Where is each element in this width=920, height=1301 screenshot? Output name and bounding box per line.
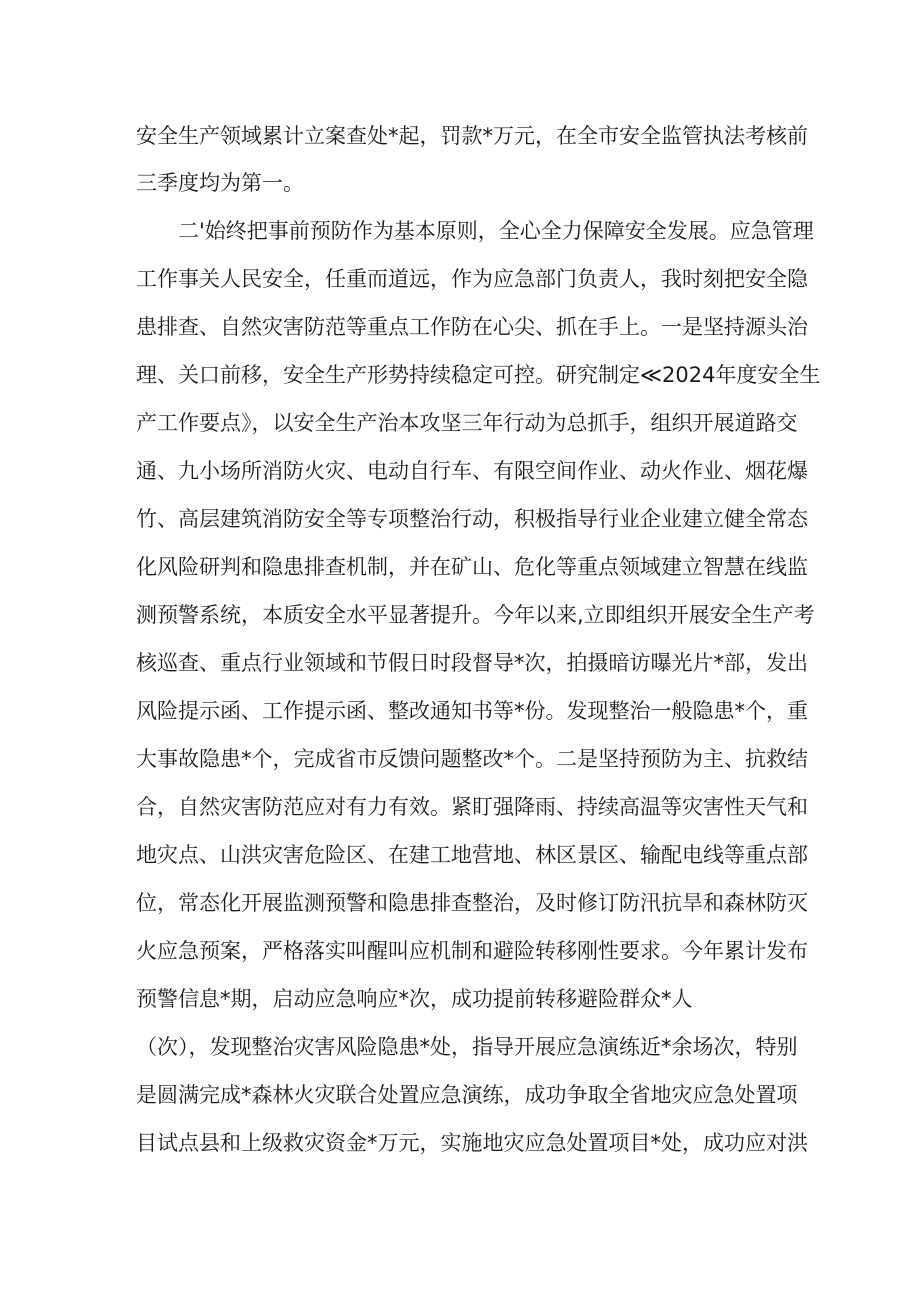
text-line: 核巡查、重点行业领域和节假日时段督导*次，拍摄暗访曝光片*部，发出 [136, 651, 808, 675]
text-line: 工作事关人民安全，任重而道远，作为应急部门负责人，我时刻把安全隐 [136, 267, 808, 291]
text-line: 位，常态化开展监测预警和隐患排查整治，及时修订防汛抗旱和森林防灭 [136, 891, 808, 915]
text-line: 合，自然灾害防范应对有力有效。紧盯强降雨、持续高温等灾害性天气和 [136, 795, 808, 819]
paragraph-start-line: 二'始终把事前预防作为基本原则，全心全力保障安全发展。应急管理 [178, 219, 814, 243]
text-line: 目试点县和上级救灾资金*万元，实施地灾应急处置项目*处，成功应对洪 [136, 1131, 808, 1155]
text-line: 三季度均为第一。 [136, 171, 304, 195]
text-line: 患排查、自然灾害防范等重点工作防在心尖、抓在手上。一是坚持源头治 [136, 315, 808, 339]
text-line: 通、九小场所消防火灾、电动自行车、有限空间作业、动火作业、烟花爆 [136, 459, 808, 483]
text-line: 化风险研判和隐患排查机制，并在矿山、危化等重点领域建立智慧在线监 [136, 555, 808, 579]
text-line: 预警信息*期，启动应急响应*次，成功提前转移避险群众*人 [136, 987, 693, 1011]
text-line: 理、关口前移，安全生产形势持续稳定可控。研究制定≪2024年度安全生 [136, 363, 821, 387]
text-line: 风险提示函、工作提示函、整改通知书等*份。发现整治一般隐患*个，重 [136, 699, 808, 723]
text-line: 安全生产领域累计立案查处*起，罚款*万元，在全市安全监管执法考核前 [136, 124, 808, 148]
text-line: （次），发现整治灾害风险隐患*处，指导开展应急演练近*余场次，特别 [136, 1035, 798, 1059]
text-line: 是圆满完成*森林火灾联合处置应急演练，成功争取全省地灾应急处置项 [136, 1083, 798, 1107]
text-line: 测预警系统，本质安全水平显著提升。今年以来,立即组织开展安全生产考 [136, 603, 815, 627]
text-line: 地灾点、山洪灾害危险区、在建工地营地、林区景区、输配电线等重点部 [136, 843, 808, 867]
text-line: 产工作要点》，以安全生产治本攻坚三年行动为总抓手，组织开展道路交 [136, 411, 798, 435]
text-line: 火应急预案，严格落实叫醒叫应机制和避险转移刚性要求。今年累计发布 [136, 939, 808, 963]
text-line: 大事故隐患*个，完成省市反馈问题整改*个。二是坚持预防为主、抗救结 [136, 747, 808, 771]
text-line: 竹、高层建筑消防安全等专项整治行动，积极指导行业企业建立健全常态 [136, 507, 808, 531]
